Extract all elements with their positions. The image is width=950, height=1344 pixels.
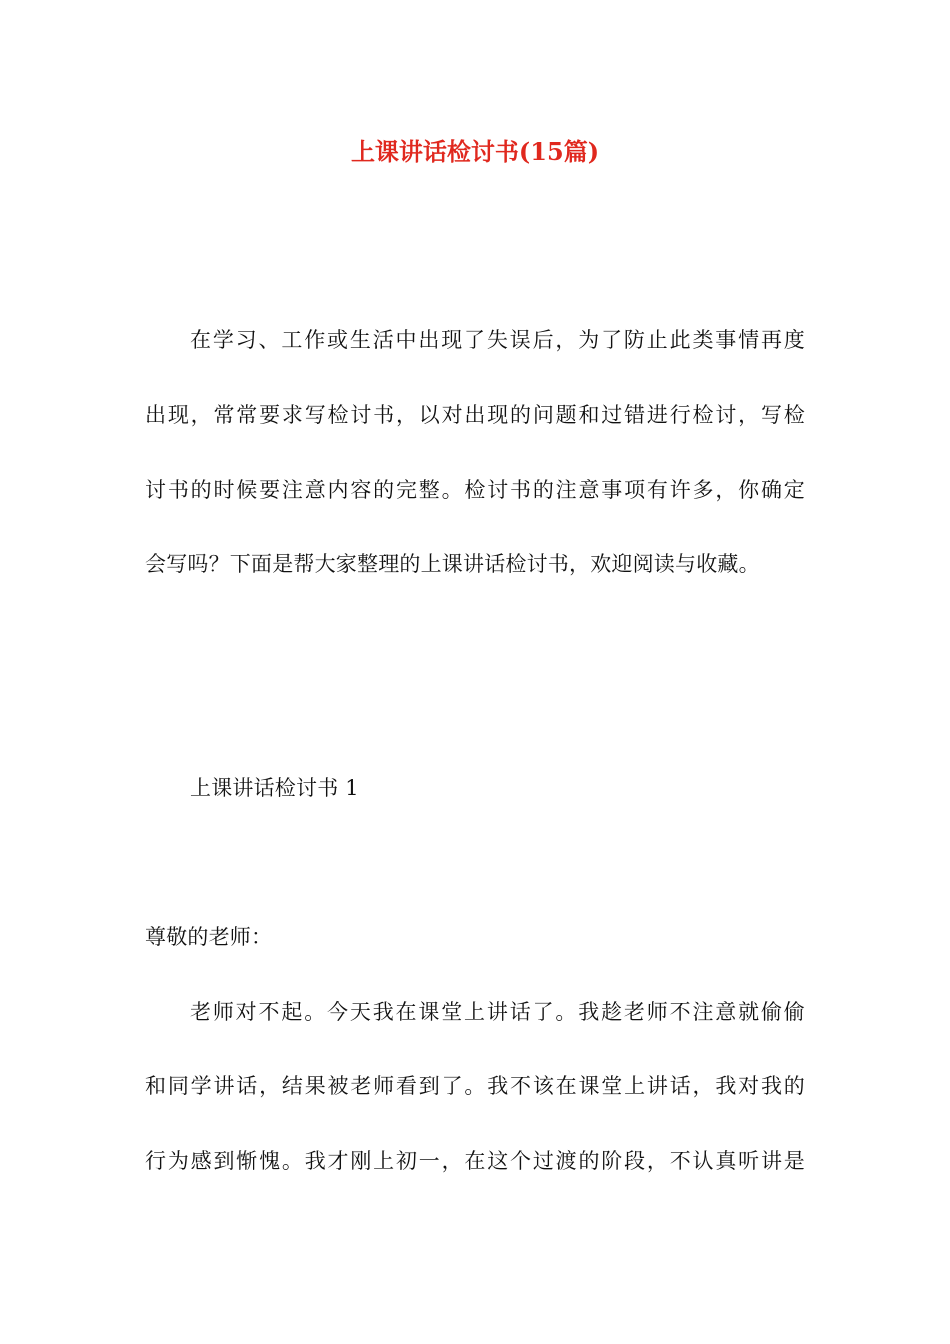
salutation: 尊敬的老师： — [145, 925, 273, 949]
intro-line-2: 出现，常常要求写检讨书，以对出现的问题和过错进行检讨，写检 — [145, 403, 805, 427]
intro-line-4: 会写吗？下面是帮大家整理的上课讲话检讨书，欢迎阅读与收藏。 — [145, 552, 760, 576]
document-title: 上课讲话检讨书(15篇) — [350, 137, 600, 166]
body-line-3: 行为感到惭愧。我才刚上初一，在这个过渡的阶段，不认真听讲是 — [145, 1149, 805, 1173]
section-heading: 上课讲话检讨书 1 — [190, 776, 359, 800]
body-line-2: 和同学讲话，结果被老师看到了。我不该在课堂上讲话，我对我的 — [145, 1074, 805, 1098]
intro-line-1: 在学习、工作或生活中出现了失误后，为了防止此类事情再度 — [190, 328, 805, 352]
intro-line-3: 讨书的时候要注意内容的完整。检讨书的注意事项有许多，你确定 — [145, 478, 805, 502]
body-line-1: 老师对不起。今天我在课堂上讲话了。我趁老师不注意就偷偷 — [190, 1000, 805, 1024]
